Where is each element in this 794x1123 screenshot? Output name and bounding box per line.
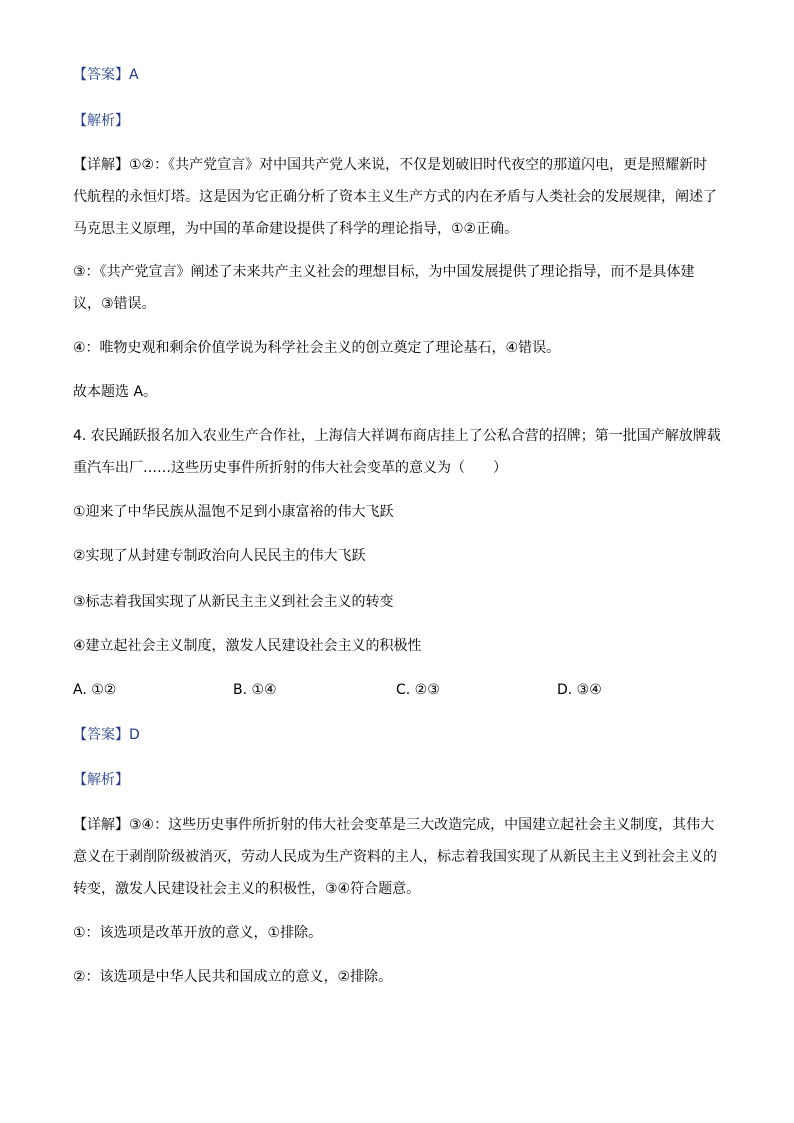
q4-detail-2: ②：该选项是中华人民共和国成立的意义，②排除。	[73, 969, 393, 985]
q4-statement-3: ③标志着我国实现了从新民主主义到社会主义的转变	[73, 594, 394, 610]
q3-detail-line-2: 代航程的永恒灯塔。这是因为它正确分析了资本主义生产方式的内在矛盾与人类社会的发展规律，阐述了	[73, 189, 717, 205]
q4-option-c: C. ②③	[396, 682, 440, 698]
q4-detail-line-1: 【详解】③④：这些历史事件所折射的伟大社会变革是三大改造完成，中国建立起社会主义制度，其伟大	[73, 817, 715, 833]
q3-answer: 【答案】A	[73, 67, 139, 83]
q3-detail3-line-2: 议，③错误。	[73, 296, 156, 312]
q3-detail4: ④：唯物史观和剩余价值学说为科学社会主义的创立奠定了理论基石，④错误。	[73, 340, 561, 356]
q4-detail-line-3: 转变，激发人民建设社会主义的积极性，③④符合题意。	[73, 881, 421, 897]
q4-option-d: D. ③④	[557, 682, 602, 698]
q4-stem-line-2: 重汽车出厂……这些历史事件所折射的伟大社会变革的意义为（ ）	[73, 460, 507, 476]
q4-statement-4: ④建立起社会主义制度，激发人民建设社会主义的积极性	[73, 638, 422, 654]
q4-detail-1: ①：该选项是改革开放的意义，①排除。	[73, 925, 323, 941]
q3-conclusion: 故本题选 A。	[73, 384, 158, 400]
q3-analysis-label: 【解析】	[73, 113, 129, 129]
q4-analysis-label: 【解析】	[73, 772, 129, 788]
q3-detail3-line-1: ③：《共产党宣言》阐述了未来共产主义社会的理想目标，为中国发展提供了理论指导，而不是具体建	[73, 264, 695, 280]
q3-detail-line-1: 【详解】①②：《共产党宣言》对中国共产党人来说，不仅是划破旧时代夜空的那道闪电，更是照耀新时	[73, 157, 708, 173]
q4-stem-line-1: 4. 农民踊跃报名加入农业生产合作社，上海信大祥调布商店挂上了公私合营的招牌；第一批国产解放牌载	[73, 428, 721, 444]
q4-answer: 【答案】D	[73, 727, 140, 743]
q4-option-b: B. ①④	[233, 682, 277, 698]
q4-statement-2: ②实现了从封建专制政治向人民民主的伟大飞跃	[73, 548, 366, 564]
q3-detail-line-3: 马克思主义原理，为中国的革命建设提供了科学的理论指导，①②正确。	[73, 221, 519, 237]
q4-option-a: A. ①②	[73, 682, 117, 698]
q4-statement-1: ①迎来了中华民族从温饱不足到小康富裕的伟大飞跃	[73, 504, 394, 520]
q4-detail-line-2: 意义在于剥削阶级被消灭，劳动人民成为生产资料的主人，标志着我国实现了从新民主主义到社会主义的	[73, 849, 717, 865]
